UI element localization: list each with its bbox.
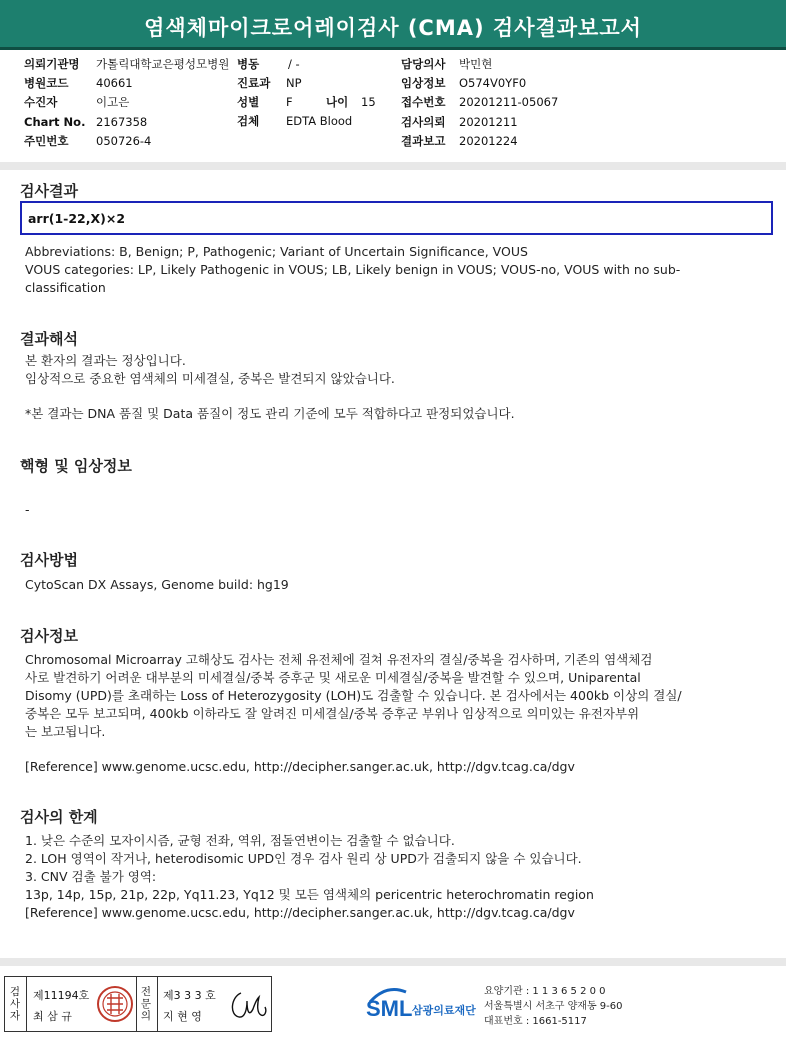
label-request-date: 검사의뢰 bbox=[401, 115, 446, 129]
result-box bbox=[20, 201, 773, 235]
inspector-label: 검 사 자 bbox=[9, 986, 21, 1022]
specialist-name: 지 현 영 bbox=[163, 1010, 202, 1023]
test-info-line: Chromosomal Microarray 고해상도 검사는 전체 유전체에 걸쳐 유전자의 결실/중복을 검사하며, 기존의 염색체검 bbox=[25, 652, 653, 667]
label-physician: 담당의사 bbox=[401, 57, 446, 71]
label-patient: 수진자 bbox=[24, 95, 58, 109]
test-info-reference: [Reference] www.genome.ucsc.edu, http://decipher.sanger.ac.uk, http://dgv.tcag.ca/dgv bbox=[25, 759, 575, 774]
org-info-line: 서울특별시 서초구 양재동 9-60 bbox=[484, 1001, 623, 1012]
signature-box bbox=[4, 976, 272, 1032]
inspector-license-no: 제11194호 bbox=[33, 989, 90, 1002]
limitation-line: 13p, 14p, 15p, 21p, 22p, Yq11.23, Yq12 및 모든 염색체의 pericentric heterochromatin region bbox=[25, 887, 594, 902]
result-heading: 검사결과 bbox=[20, 182, 78, 200]
interpretation-heading: 결과해석 bbox=[20, 330, 78, 348]
sml-logo-icon bbox=[366, 982, 476, 1026]
label-specimen: 검체 bbox=[237, 114, 260, 128]
label-department: 진료과 bbox=[237, 76, 271, 90]
test-info-line: 중복은 모두 보고되며, 400kb 이하라도 잘 알려진 미세결실/중복 증후군 부위나 임상적으로 의미있는 유전자부위 bbox=[25, 706, 640, 721]
value-receipt-no: 20201211-05067 bbox=[459, 95, 559, 109]
label-chart-no: Chart No. bbox=[24, 115, 86, 129]
value-sex: F bbox=[286, 95, 293, 109]
logo-text: SML bbox=[366, 996, 413, 1021]
footer bbox=[4, 976, 784, 1034]
label-clinical-info: 임상정보 bbox=[401, 76, 446, 90]
header-divider bbox=[0, 162, 786, 170]
test-info-line: 는 보고됩니다. bbox=[25, 724, 106, 739]
test-info-heading: 검사정보 bbox=[20, 627, 78, 645]
specialist-label: 전 문 의 bbox=[140, 986, 152, 1022]
limitation-line: 2. LOH 영역이 작거나, heterodisomic UPD인 경우 검사 원리 상 UPD가 검출되지 않을 수 있습니다. bbox=[25, 851, 582, 866]
footer-divider bbox=[0, 958, 786, 966]
interpretation-line: 본 환자의 결과는 정상입니다. bbox=[25, 353, 186, 368]
report-title-bar bbox=[0, 0, 786, 50]
header-info bbox=[0, 56, 786, 156]
specialist-signature-icon bbox=[227, 987, 269, 1023]
limitations-heading: 검사의 한계 bbox=[20, 808, 98, 826]
org-name: 삼광의료재단 bbox=[412, 1004, 476, 1017]
value-physician: 박민현 bbox=[459, 57, 493, 71]
org-info-line: 요양기관 : 1 1 3 6 5 2 0 0 bbox=[484, 986, 606, 997]
org-info-line: 대표번호 : 1661-5117 bbox=[484, 1016, 587, 1027]
interpretation-line: 임상적으로 중요한 염색체의 미세결실, 중복은 발견되지 않았습니다. bbox=[25, 371, 395, 386]
test-info-line: 사로 발견하기 어려운 대부분의 미세결실/중복 증후군 및 새로운 미세결실/중복을 발견할 수 있으며, Uniparental bbox=[25, 670, 641, 685]
label-hospital-code: 병원코드 bbox=[24, 76, 69, 90]
quality-note: *본 결과는 DNA 품질 및 Data 품질이 정도 관리 기준에 모두 적합하다고 판정되었습니다. bbox=[25, 406, 515, 421]
karyotype-heading: 핵형 및 임상정보 bbox=[20, 457, 132, 475]
value-resident-no: 050726-4 bbox=[96, 134, 152, 148]
value-age: 15 bbox=[361, 95, 376, 109]
test-info-line: Disomy (UPD)를 초래하는 Loss of Heterozygosity (LOH)도 검출할 수 있습니다. 본 검사에서는 400kb 이상의 결실/ bbox=[25, 688, 682, 703]
limitations-text bbox=[25, 832, 594, 922]
report-title: 염색체마이크로어레이검사 (CMA) 검사결과보고서 bbox=[144, 16, 642, 40]
label-report-date: 결과보고 bbox=[401, 134, 446, 148]
label-receipt-no: 접수번호 bbox=[401, 95, 446, 109]
result-value: arr(1-22,X)×2 bbox=[28, 211, 126, 226]
inspector-name: 최 삼 규 bbox=[33, 1010, 72, 1023]
value-clinical-info: O574V0YF0 bbox=[459, 76, 527, 90]
method-heading: 검사방법 bbox=[20, 551, 78, 569]
value-specimen: EDTA Blood bbox=[286, 114, 353, 128]
abbrev-line: Abbreviations: B, Benign; P, Pathogenic; Variant of Uncertain Significance, VOUS bbox=[25, 244, 528, 259]
limitation-line: 3. CNV 검출 불가 영역: bbox=[25, 869, 157, 884]
org-info bbox=[484, 984, 623, 1029]
label-ward: 병동 bbox=[237, 57, 260, 71]
inspector-seal-icon bbox=[95, 984, 135, 1024]
limitation-line: [Reference] www.genome.ucsc.edu, http://decipher.sanger.ac.uk, http://dgv.tcag.ca/dgv bbox=[25, 905, 575, 920]
method-value: CytoScan DX Assays, Genome build: hg19 bbox=[25, 577, 289, 592]
value-patient: 이고은 bbox=[96, 95, 130, 109]
specialist-license-no: 제3 3 3 호 bbox=[163, 989, 216, 1002]
limitation-line: 1. 낮은 수준의 모자이시즘, 균형 전좌, 역위, 점돌연변이는 검출할 수 없습니다. bbox=[25, 833, 455, 848]
label-requesting-institution: 의뢰기관명 bbox=[24, 57, 80, 71]
value-department: NP bbox=[286, 76, 302, 90]
abbrev-line: VOUS categories: LP, Likely Pathogenic in VOUS; LB, Likely benign in VOUS; VOUS-no, VOUS with no sub- bbox=[25, 262, 681, 277]
test-info-text bbox=[25, 651, 765, 741]
value-report-date: 20201224 bbox=[459, 134, 518, 148]
label-sex: 성별 bbox=[237, 95, 260, 109]
label-age: 나이 bbox=[326, 95, 349, 109]
value-chart-no: 2167358 bbox=[96, 115, 148, 129]
value-request-date: 20201211 bbox=[459, 115, 518, 129]
interpretation-text bbox=[25, 352, 395, 388]
label-resident-no: 주민번호 bbox=[24, 134, 69, 148]
karyotype-value: - bbox=[25, 502, 30, 517]
abbrev-line: classification bbox=[25, 280, 106, 295]
value-requesting-institution: 가톨릭대학교은평성모병원 bbox=[96, 57, 230, 71]
abbreviations-text bbox=[25, 243, 680, 297]
value-hospital-code: 40661 bbox=[96, 76, 133, 90]
value-ward: / - bbox=[288, 57, 300, 71]
